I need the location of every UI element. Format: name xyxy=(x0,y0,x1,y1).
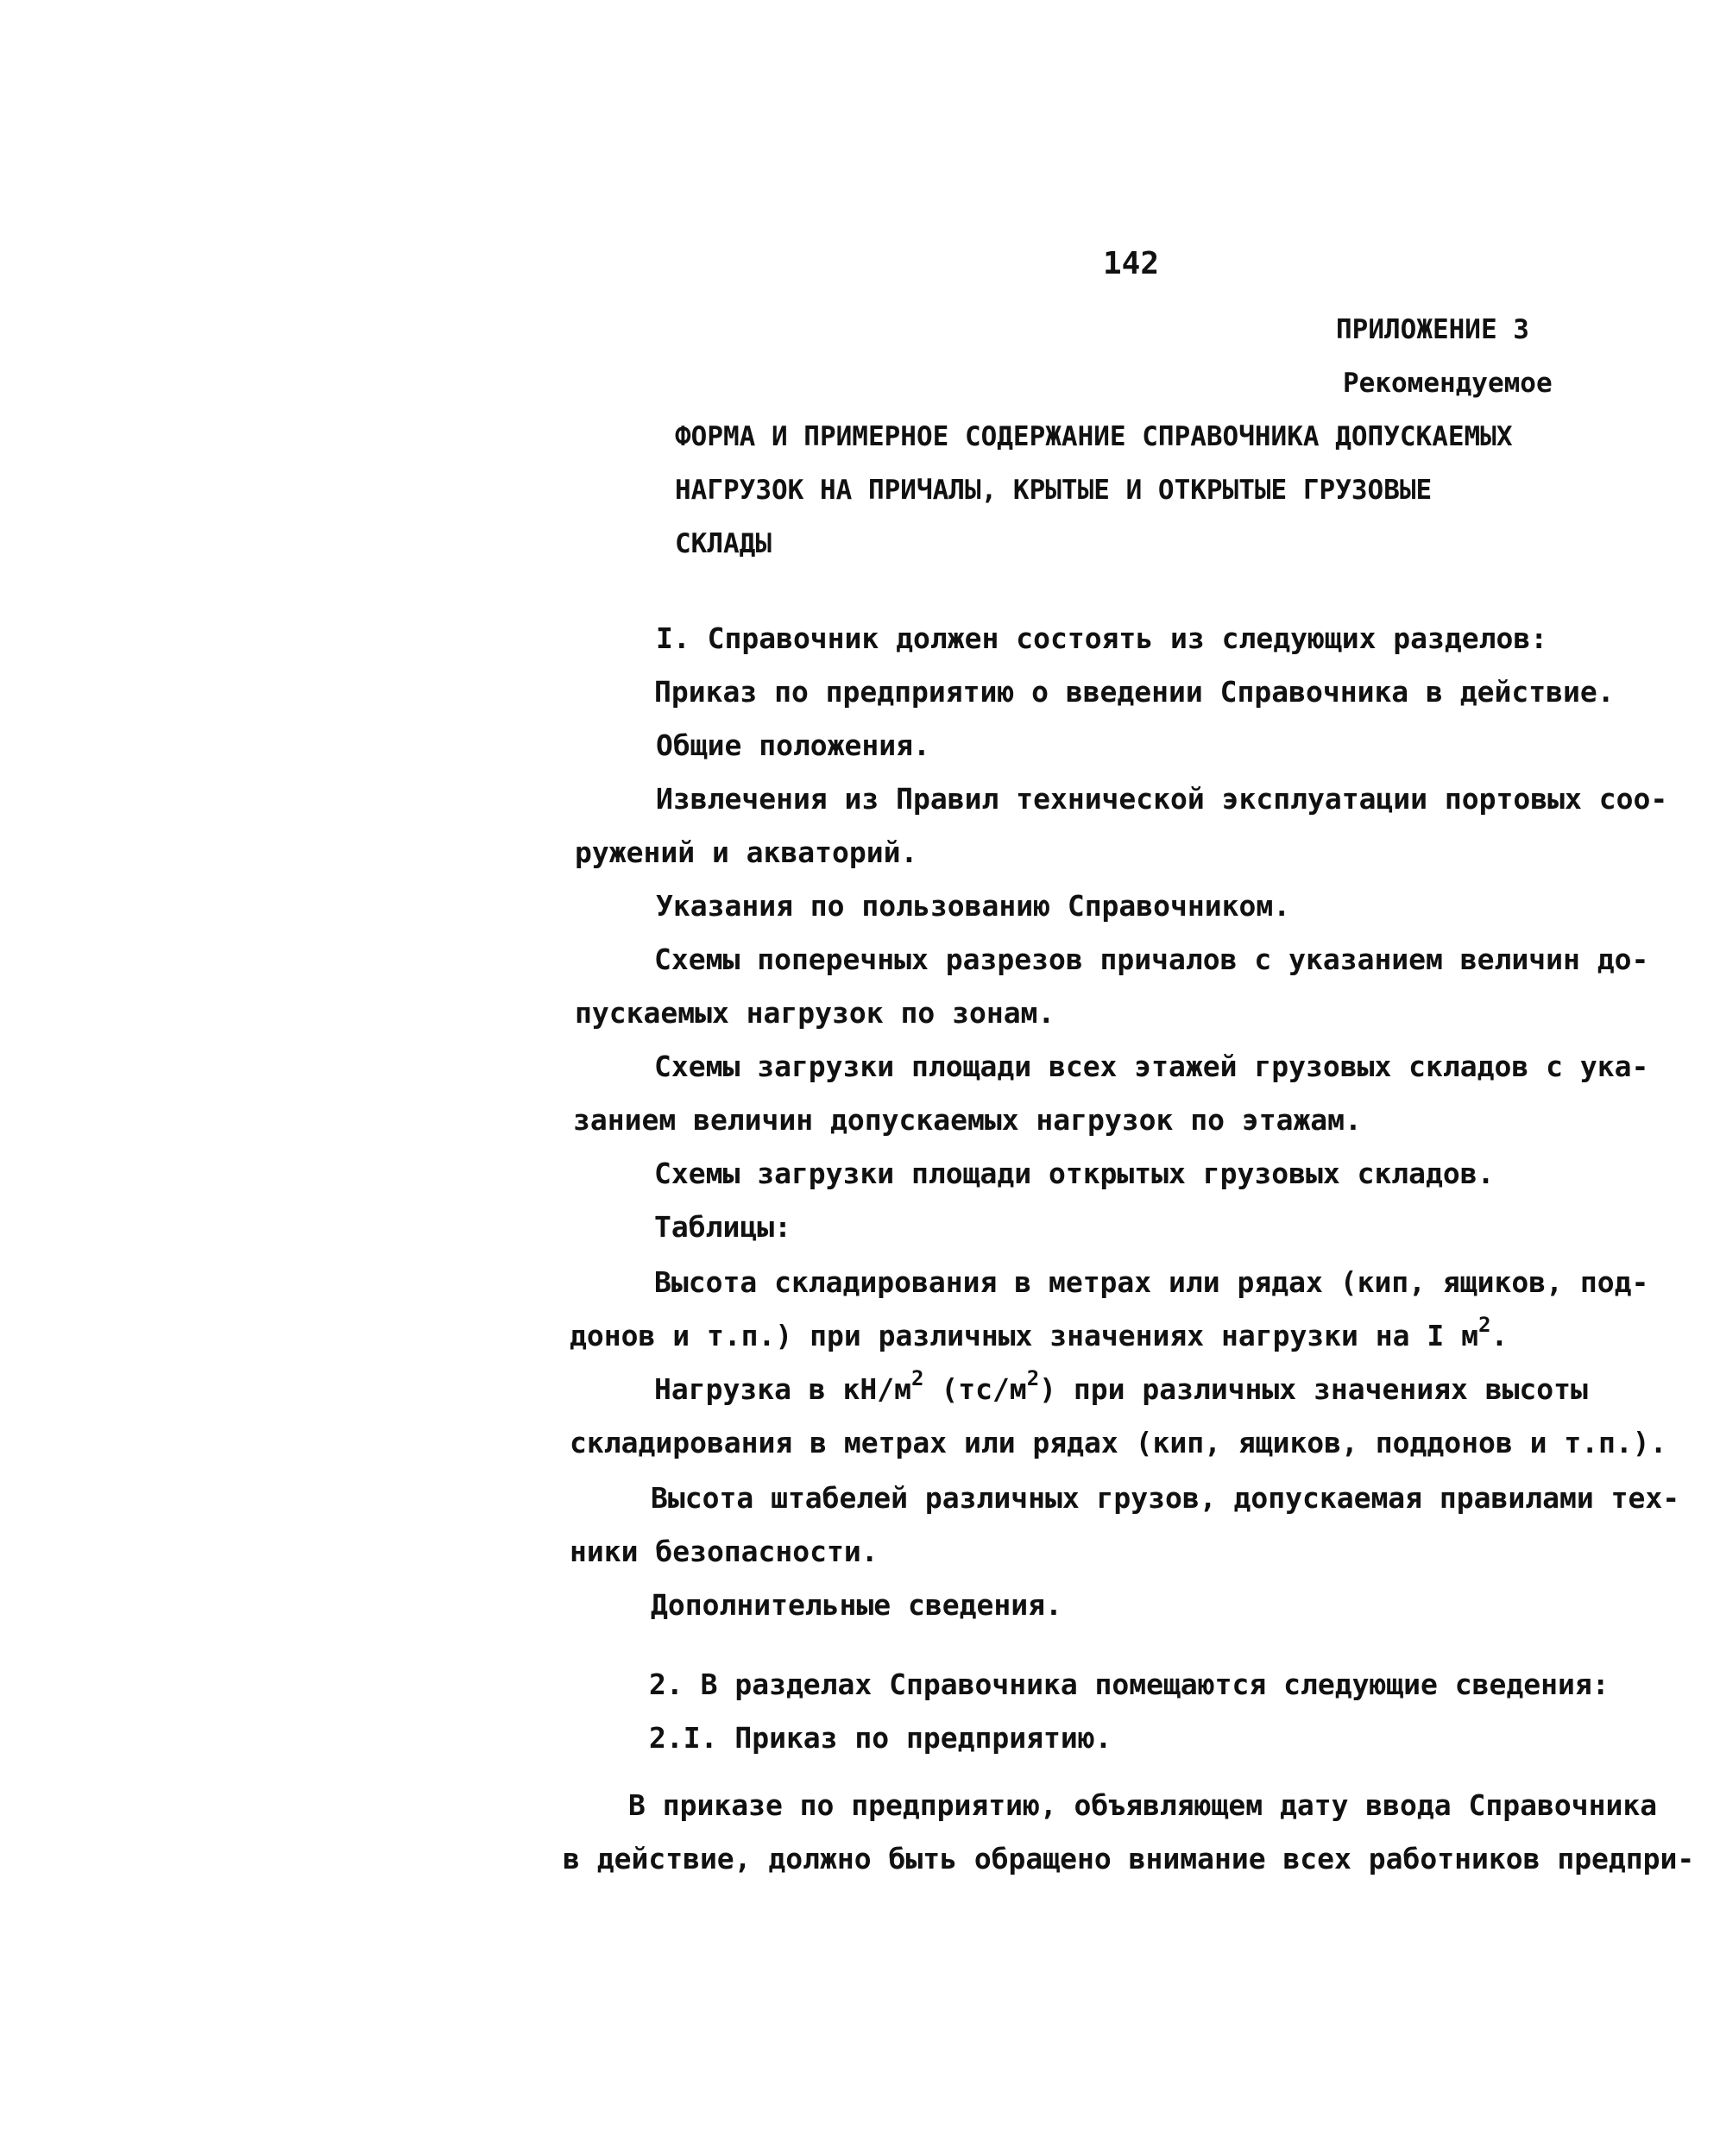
section1-intro: I. Справочник должен состоять из следующих разделов: xyxy=(656,621,1548,655)
section1-item-9-line-2 xyxy=(570,1313,1509,1353)
section1-item-7: Схемы загрузки площади открытых грузовых складов. xyxy=(654,1157,1495,1190)
section1-item-8: Таблицы: xyxy=(654,1210,791,1244)
section1-item-11-line-2: ники безопасности. xyxy=(570,1535,879,1568)
appendix-status: Рекомендуемое xyxy=(1343,368,1553,399)
section1-item-12: Дополнительные сведения. xyxy=(651,1588,1062,1622)
section1-item-5-line-2: пускаемых нагрузок по зонам. xyxy=(575,996,1055,1030)
section1-item-10-text-c: ) при различных значениях высоты xyxy=(1039,1372,1588,1406)
section1-item-9-line-1: Высота складирования в метрах или рядах (кип, ящиков, под- xyxy=(654,1265,1649,1299)
title-line-3: СКЛАДЫ xyxy=(675,528,772,559)
section1-item-10-text-a: Нагрузка в кН/м xyxy=(654,1372,912,1406)
section2-intro: 2. В разделах Справочника помещаются следующие сведения: xyxy=(649,1667,1610,1701)
section1-item-3-line-1: Извлечения из Правил технической эксплуатации портовых соо- xyxy=(656,782,1668,816)
title-line-1: ФОРМА И ПРИМЕРНОЕ СОДЕРЖАНИЕ СПРАВОЧНИКА ДОПУСКАЕМЫХ xyxy=(675,421,1513,452)
section1-item-9-end: . xyxy=(1490,1319,1509,1352)
section1-item-4: Указания по пользованию Справочником. xyxy=(656,889,1291,923)
title-line-2: НАГРУЗОК НА ПРИЧАЛЫ, КРЫТЫЕ И ОТКРЫТЫЕ ГРУЗОВЫЕ xyxy=(675,475,1433,506)
section1-item-10-line-1 xyxy=(654,1366,1588,1407)
section2-paragraph-line-1: В приказе по предприятию, объявляющем дату ввода Справочника xyxy=(628,1788,1658,1822)
section1-item-10-superscript-a: 2 xyxy=(911,1366,924,1390)
section1-item-3-line-2: ружений и акваторий. xyxy=(575,835,918,869)
section1-item-10-superscript-b: 2 xyxy=(1026,1366,1040,1390)
appendix-label: ПРИЛОЖЕНИЕ 3 xyxy=(1336,314,1529,345)
section1-item-11-line-1: Высота штабелей различных грузов, допускаемая правилами тех- xyxy=(651,1481,1680,1515)
section1-item-2: Общие положения. xyxy=(656,728,930,762)
section1-item-9-superscript: 2 xyxy=(1478,1313,1491,1337)
section1-item-6-line-1: Схемы загрузки площади всех этажей грузовых складов с ука- xyxy=(654,1050,1649,1083)
section2-paragraph-line-2: в действие, должно быть обращено внимание всех работников предпри- xyxy=(563,1842,1695,1875)
section2-subsection: 2.I. Приказ по предприятию. xyxy=(649,1721,1112,1755)
page-number: 142 xyxy=(1103,246,1160,281)
section1-item-9-text: донов и т.п.) при различных значениях нагрузки на I м xyxy=(570,1319,1478,1352)
section1-item-10-line-2: складирования в метрах или рядах (кип, ящиков, поддонов и т.п.). xyxy=(570,1426,1667,1459)
section1-item-6-line-2: занием величин допускаемых нагрузок по этажам. xyxy=(573,1103,1362,1137)
section1-item-1: Приказ по предприятию о введении Справочника в действие. xyxy=(654,675,1615,709)
section1-item-5-line-1: Схемы поперечных разрезов причалов с указанием величин до- xyxy=(654,942,1649,976)
section1-item-10-text-b: (тс/м xyxy=(923,1372,1027,1406)
